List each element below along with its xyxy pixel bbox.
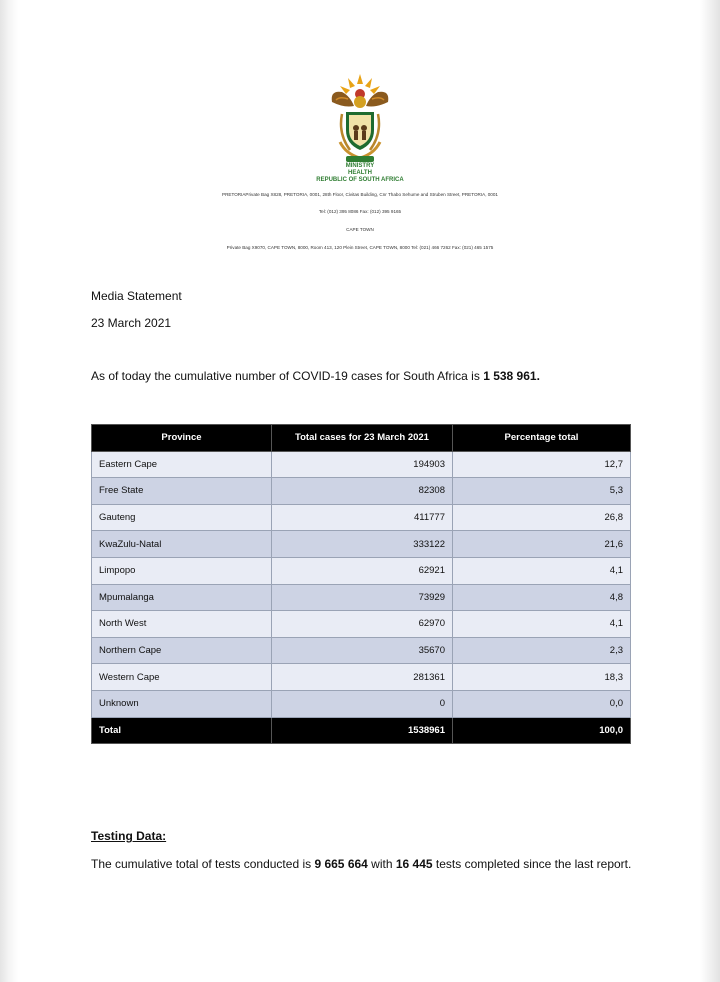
testing-data-heading: Testing Data: (91, 829, 167, 843)
percentage-cell: 12,7 (453, 451, 631, 478)
cases-cell: 73929 (272, 584, 453, 611)
cases-cell: 281361 (272, 664, 453, 691)
province-cell: Unknown (92, 690, 272, 717)
pretoria-phone: Tel: (012) 395 8086 Fax: (012) 395 9165 (318, 209, 402, 214)
table-row (92, 451, 631, 478)
cases-cell: 82308 (272, 478, 453, 505)
percentage-cell: 5,3 (453, 478, 631, 505)
intro-total: 1 538 961. (483, 369, 540, 383)
table-row (92, 557, 631, 584)
testing-new: 16 445 (395, 857, 433, 871)
table-header-row (92, 425, 631, 452)
header-total-cases: Total cases for 23 March 2021 (272, 425, 453, 452)
testing-total: 9 665 664 (314, 857, 368, 871)
ministry-title-block (0, 163, 720, 184)
testing-data-paragraph (91, 857, 631, 871)
percentage-cell: 4,1 (453, 557, 631, 584)
total-label: Total (92, 717, 272, 744)
percentage-cell: 4,8 (453, 584, 631, 611)
table-total-row (92, 717, 631, 744)
province-cell: Western Cape (92, 664, 272, 691)
testing-text-prefix: The cumulative total of tests conducted is (91, 857, 315, 871)
percentage-cell: 2,3 (453, 637, 631, 664)
cases-cell: 411777 (272, 504, 453, 531)
percentage-cell: 21,6 (453, 531, 631, 558)
table-row (92, 637, 631, 664)
cape-town-address: Private Bag X9070, CAPE TOWN, 8000, Room 413, 120 Plein Street, CAPE TOWN, 8000 Tel: (021) 466 7262 Fax: (021) 465 1575 (226, 245, 494, 250)
department-label: HEALTH (348, 170, 372, 176)
statement-date: 23 March 2021 (91, 316, 172, 330)
table-row (92, 664, 631, 691)
percentage-cell: 18,3 (453, 664, 631, 691)
testing-text-mid: with (367, 857, 396, 871)
ministry-label: MINISTRY (345, 163, 375, 169)
cases-cell: 62921 (272, 557, 453, 584)
province-cell: KwaZulu-Natal (92, 531, 272, 558)
coat-of-arms-icon (326, 72, 394, 164)
province-cases-table (91, 424, 631, 744)
table-row (92, 478, 631, 505)
province-cell: Mpumalanga (92, 584, 272, 611)
province-cell: Gauteng (92, 504, 272, 531)
cases-cell: 35670 (272, 637, 453, 664)
province-cell: Limpopo (92, 557, 272, 584)
cumulative-cases-paragraph (91, 369, 540, 383)
testing-text-suffix: tests completed since the last report. (432, 857, 632, 871)
province-cell: Free State (92, 478, 272, 505)
total-percentage: 100,0 (453, 717, 631, 744)
header-percentage: Percentage total (453, 425, 631, 452)
table-row (92, 584, 631, 611)
statement-heading: Media Statement (91, 289, 182, 303)
table-row (92, 611, 631, 638)
cape-town-label: CAPE TOWN (346, 227, 374, 232)
cases-cell: 0 (272, 690, 453, 717)
table-row (92, 690, 631, 717)
province-cell: North West (92, 611, 272, 638)
percentage-cell: 4,1 (453, 611, 631, 638)
intro-text: As of today the cumulative number of COVID-19 cases for South Africa is (91, 369, 484, 383)
header-province: Province (92, 425, 272, 452)
cases-cell: 62970 (272, 611, 453, 638)
cases-cell: 333122 (272, 531, 453, 558)
cases-cell: 194903 (272, 451, 453, 478)
percentage-cell: 26,8 (453, 504, 631, 531)
pretoria-address: PRETORIAPrivate Bag X828, PRETORIA, 0001, 28th Floor, Civitas Building, Cnr Thabo Sehume and Struben Street, PRETORIA, 0001 (222, 192, 498, 197)
total-cases: 1538961 (272, 717, 453, 744)
country-label: REPUBLIC OF SOUTH AFRICA (316, 177, 404, 183)
table-row (92, 531, 631, 558)
percentage-cell: 0,0 (453, 690, 631, 717)
table-row (92, 504, 631, 531)
province-cell: Northern Cape (92, 637, 272, 664)
province-cell: Eastern Cape (92, 451, 272, 478)
